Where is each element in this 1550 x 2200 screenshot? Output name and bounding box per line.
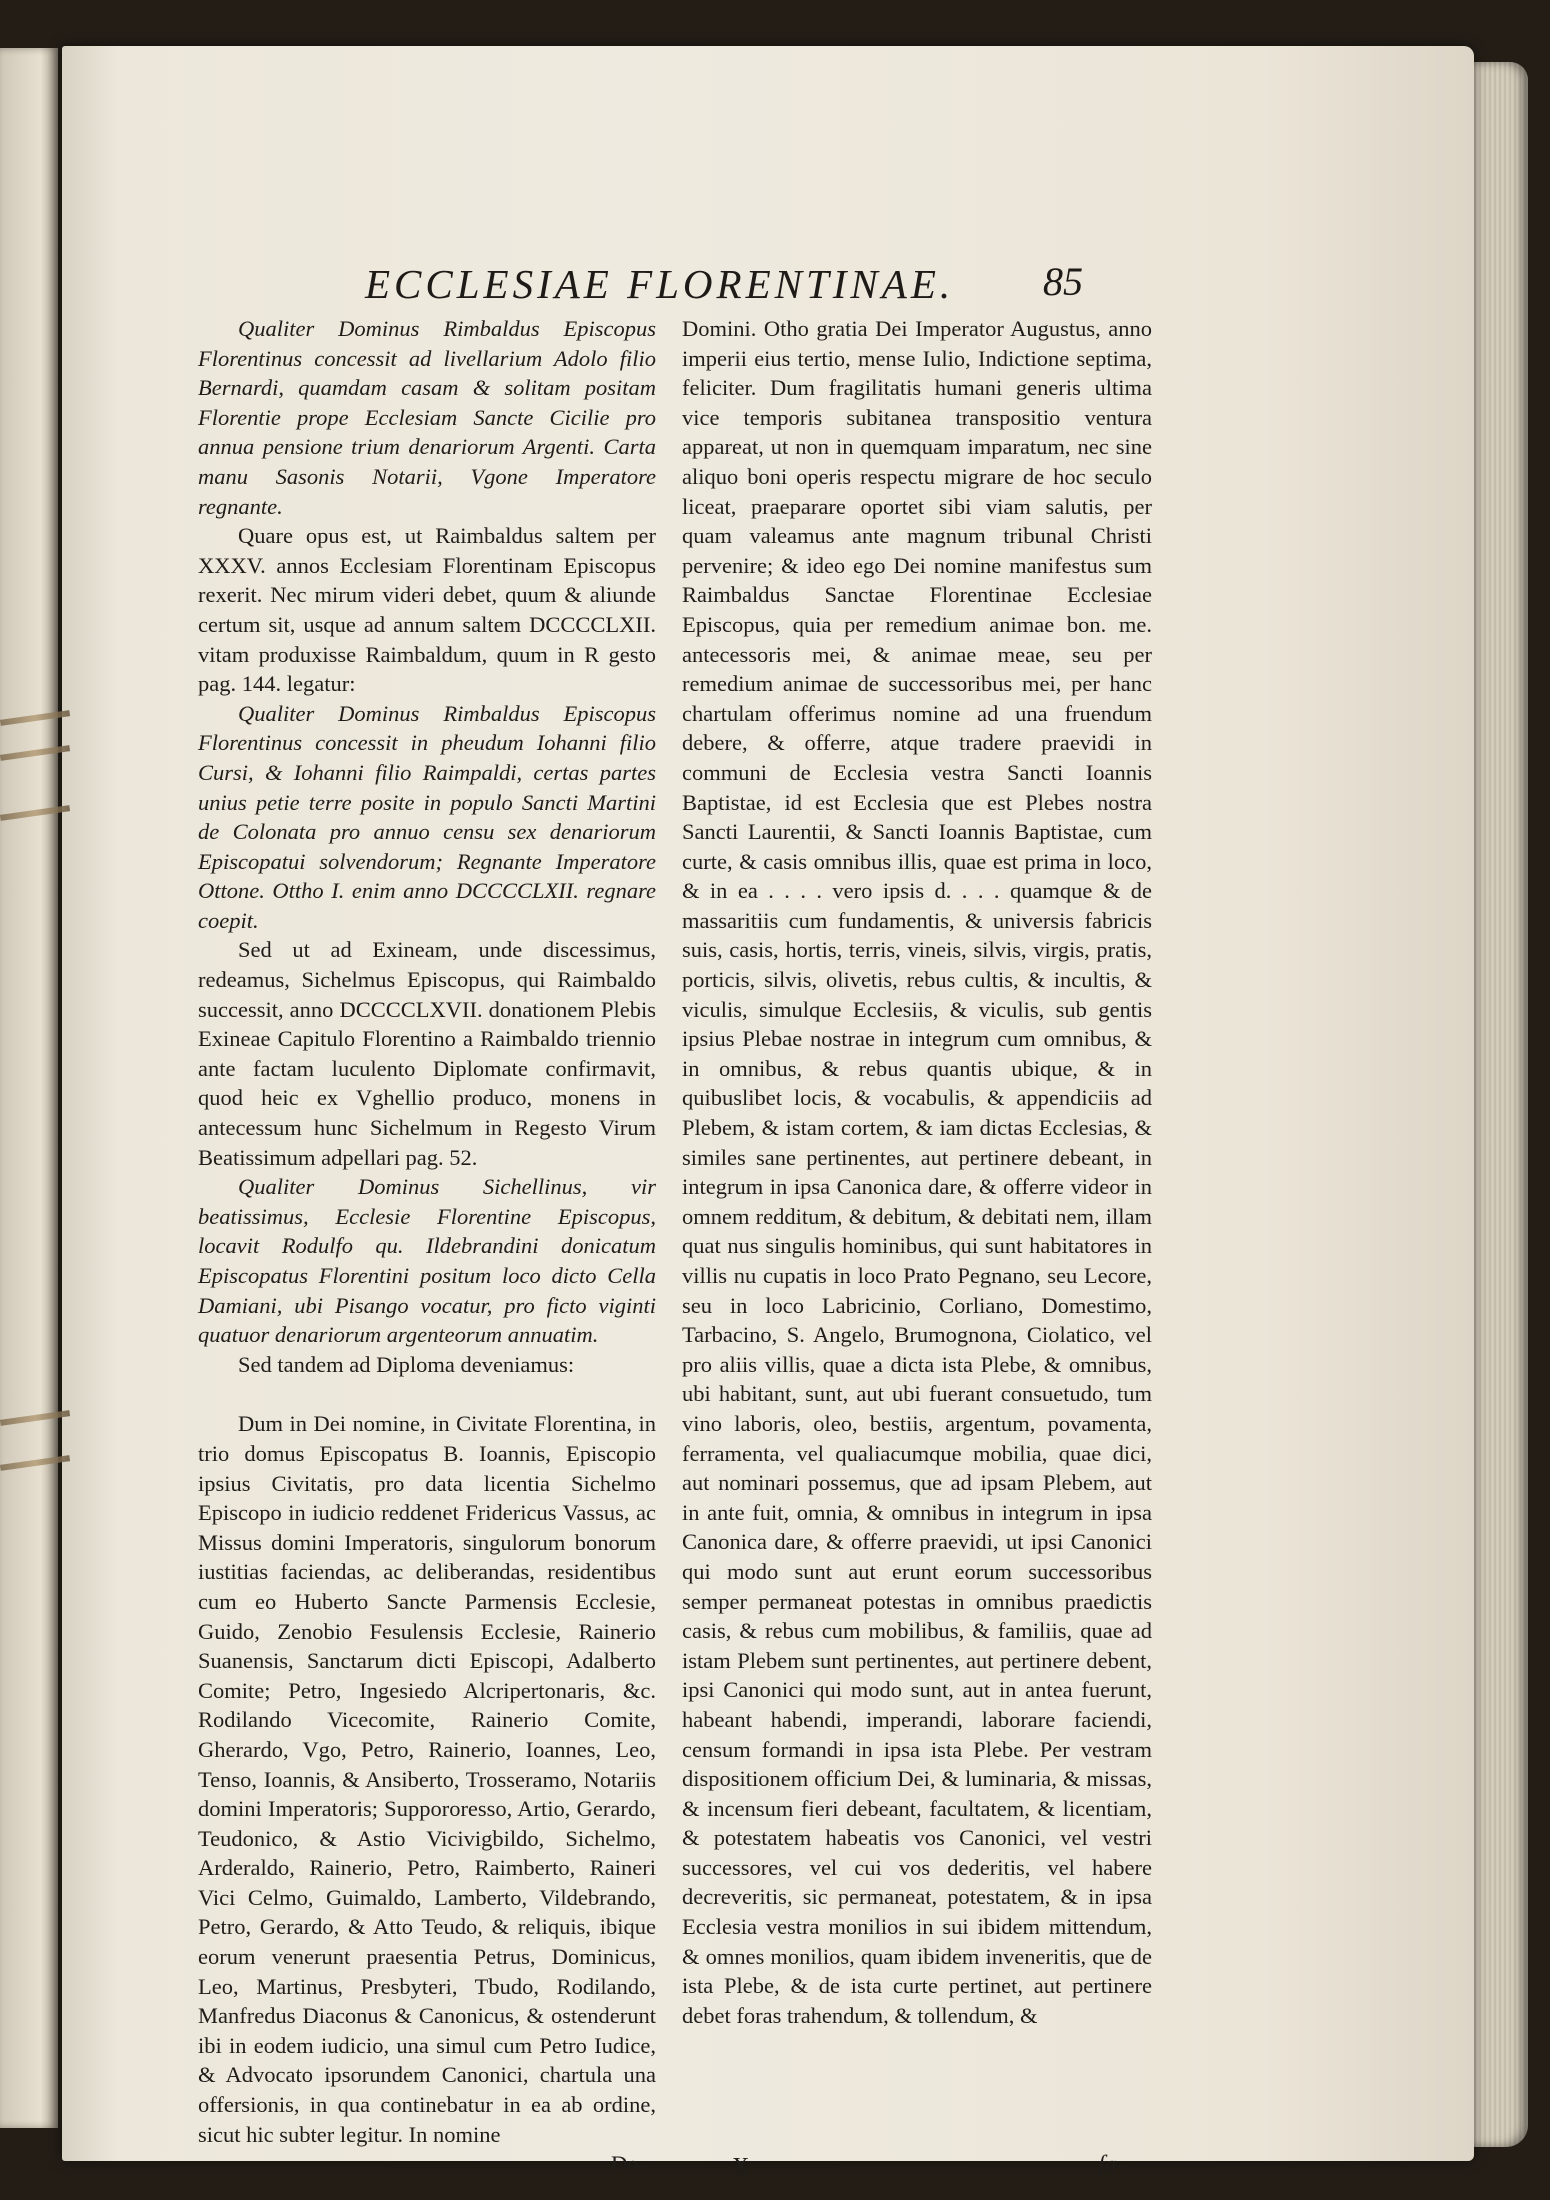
left-catchword: Do-	[611, 2151, 646, 2177]
left-text-column	[198, 314, 656, 2179]
binding-strings	[0, 0, 70, 2200]
diploma-text-continued: Domini. Otho gratia Dei Imperator Augustus, anno imperii eius tertio, mense Iulio, Indictione septima, feliciter. Dum fragilitatis humani generis ultima vice temporis subitanea transpositio ventura appareat, ut non in quemquam imparatum, nec sine aliquo boni operis respectu migrare de hoc seculo liceat, praeparare oportet sibi viam salutis, per quam valeamus ante magnum tribunal Christi pervenire; & ideo ego Dei nomine manifestus sum Raimbaldus Sanctae Florentinae Ecclesiae Episcopus, quia per remedium animae bon. me. antecessoris mei, & animae meae, seu per remedium animae de successoribus mei, per hanc chartulam offerimus nomine ad una fruendum debere, & offerre, atque tradere praevidi in communi de Ecclesia vestra Sancti Ioannis Baptistae, id est Ecclesia que est Plebes nostra Sancti Laurentii, & Sancti Ioannis Baptistae, cum curte, & casis omnibus illis, quae est prima in loco, & in ea . . . . vero ipsis d. . . . quamque & de massaritiis cum fundamentis, & universis fabricis suis, casis, hortis, terris, vineis, silvis, virgis, pratis, porticis, silvis, olivetis, rebus cultis, & incultis, & viculis, simulque Ecclesiis, & viculis, sub gentis ipsius Plebae nostrae in integrum cum omnibus, & in omnibus, & rebus quantis ubique, & in quibuslibet locis, & vocabulis, & appendiciis ad Plebem, & istam cortem, & iam dictas Ecclesias, & similes sane pertinentes, aut pertinere debeant, in integrum in ipsa Canonica dare, & offerre videor in omnem redditum, & debitum, & debitati nem, illam quat nus singulis hominibus, qui sunt habitatores in villis nu cupatis in loco Prato Pegnano, seu Lecore, seu in loco Labricinio, Corliano, Domestimo, Tarbacino, S. Angelo, Brumognona, Ciolatico, vel pro aliis villis, quae a dicta ista Plebe, & omnibus, ubi habitant, sunt, aut ubi fuerant consuetudo, tum vino laboris, oleo, bestiis, argentum, povamenta, ferramenta, vel qualiacumque mobilia, quae dici, aut nominari possemus, que ad ipsam Plebem, aut in ante fuit, omnia, & omnibus in integrum in ipsa Canonica dare, & offerre praevidi, ut ipsi Canonici qui modo sunt aut erunt eorum successoribus semper permaneat potestas in omnibus praedictis casis, & rebus cum mobilibus, & familiis, quae ad istam Plebem sunt pertinentes, aut pertinere debent, ipsi Canonici qui modo sunt, aut in antea fuerunt, habeant habendi, imperandi, laborare faciendi, censum formandi in ipsa ista Plebe. Per vestram dispositionem officium Dei, & luminaria, & missas, & incensum fieri debeant, facultatem, & licentiam, & potestatem habeatis vos Canonici, vel vestri successores, vel cui vos dederitis, vel habere decreveritis, sic permaneat, potestatem, & in ipsa Ecclesia vestra monilios in sui ibidem mittendum, & omnes monilios, quam ibidem inveneritis, que de ista Plebe, & de ista curte pertinet, aut pertinere debet foras trahendum, & tollendum, &	[682, 316, 1152, 2028]
commentary-paragraph-1: Quare opus est, ut Raimbaldus saltem per XXXV. annos Ecclesiam Florentinam Episcopus rexerit. Nec mirum videri debet, quum & aliunde certum sit, usque ad annum saltem DCCCCLXII. vitam produxisse Raimbaldum, quum in R gesto pag. 144. legatur:	[198, 523, 656, 697]
running-title: ECCLESIAE FLORENTINAE.	[365, 261, 955, 307]
diploma-text-start: Dum in Dei nomine, in Civitate Florentina, in trio domus Episcopatus B. Ioannis, Episcopio ipsius Civitatis, pro data licentia Sichelmo Episcopo in iudicio reddenet Fridericus Vassus, ac Missus domini Imperatoris, singulorum bonorum iustitias faciendas, ac deliberandas, residentibus cum eo Huberto Sancte Parmensis Ecclesie, Guido, Zenobio Fesulensis Ecclesie, Rainerio Suanensis, Sanctarum dicti Episcopi, Adalberto Comite; Petro, Ingesiedo Alcripertonaris, &c. Rodilando Vicecomite, Rainerio Comite, Gherardo, Vgo, Petro, Rainerio, Ioannes, Leo, Tenso, Ioannis, & Ansiberto, Trosseramo, Notariis domini Imperatoris; Suppororesso, Artio, Gerardo, Teudonico, & Astio Vicivigbildo, Sichelmo, Arderaldo, Rainerio, Petro, Raimberto, Raineri Vici Celmo, Guimaldo, Lamberto, Vildebrando, Petro, Gerardo, & Atto Teudo, & reliquis, ibique eorum venerunt praesentia Petrus, Dominicus, Leo, Martinus, Presbyteri, Tbudo, Rodilando, Manfredus Diaconus & Canonicus, & ostenderunt ibi in eodem iudicio, una simul cum Petro Iudice, & Advocato ipsorundem Canonici, chartula una offersionis, in qua continebatur in ea ab ordine, sicut hic subter legitur. In nomine	[198, 1411, 656, 2147]
right-catchword: fa-	[1098, 2152, 1125, 2178]
right-text-column	[682, 314, 1152, 2030]
page-number: 85	[1043, 259, 1083, 304]
regest-entry-3: Qualiter Dominus Sichellinus, vir beatissimus, Ecclesie Florentine Episcopus, locavit Rodulfo qu. Ildebrandini donicatum Episcopatus Florentini positum loco dicto Cella Damiani, ubi Pisango vocatur, pro ficto viginti quatuor denariorum argenteorum annuatim.	[198, 1174, 656, 1348]
signature-mark: X	[732, 2154, 750, 2180]
regest-entry-1: Qualiter Dominus Rimbaldus Episcopus Florentinus concessit ad livellarium Adolo filio Bernardi, quamdam casam & solitam positam Florentie prope Ecclesiam Sancte Cicilie pro annua pensione trium denariorum Argenti. Carta manu Sasonis Notarii, Vgone Imperatore regnante.	[198, 316, 656, 519]
commentary-paragraph-3: Sed tandem ad Diploma deveniamus:	[238, 1351, 575, 1377]
commentary-paragraph-2: Sed ut ad Exineam, unde discessimus, redeamus, Sichelmus Episcopus, qui Raimbaldo successit, anno DCCCCLXVII. donationem Plebis Exineae Capitulo Florentino a Raimbaldo triennio ante factam luculento Diplomate confirmavit, quod heic ex Vghellio produco, monens in antecessum hunc Sichelmum in Regesto Virum Beatissimum adpellari pag. 52.	[198, 937, 656, 1170]
page-fore-edge	[1472, 62, 1528, 2147]
regest-entry-2: Qualiter Dominus Rimbaldus Episcopus Florentinus concessit in pheudum Iohanni filio Cursi, & Iohanni filio Raimpaldi, certas partes unius petie terre posite in populo Sancti Martini de Colonata pro annuo censu sex denariorum Episcopatui solvendorum; Regnante Imperatore Ottone. Ottho I. enim anno DCCCCLXII. regnare coepit.	[198, 700, 656, 933]
